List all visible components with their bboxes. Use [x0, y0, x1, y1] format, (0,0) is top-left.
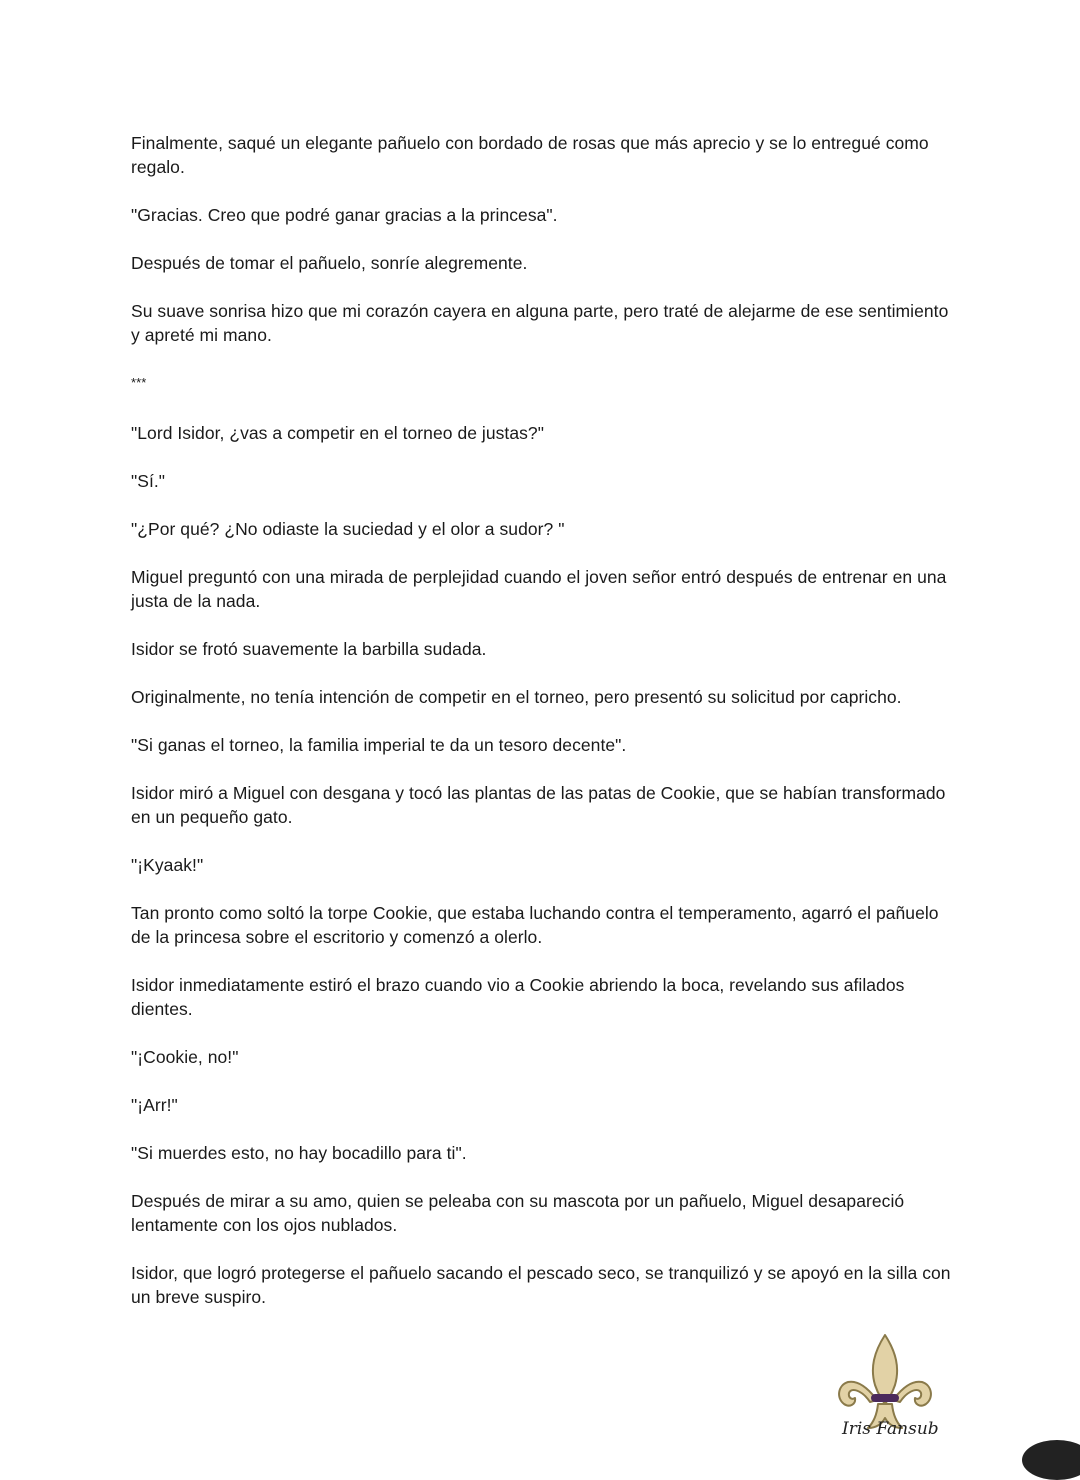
- paragraph: "Gracias. Creo que podré ganar gracias a la princesa".: [131, 205, 558, 225]
- paragraph: "¿Por qué? ¿No odiaste la suciedad y el olor a sudor? ": [131, 519, 565, 539]
- band: [871, 1394, 899, 1402]
- paragraph: Tan pronto como soltó la torpe Cookie, que estaba luchando contra el temperamento, agarró el pañuelo de la princesa sobre el escritorio y comenzó a olerlo.: [131, 903, 939, 947]
- document-body: [131, 131, 951, 1333]
- paragraph: Finalmente, saqué un elegante pañuelo con bordado de rosas que más aprecio y se lo entregué como regalo.: [131, 133, 929, 177]
- corner-scroll-shadow: [1022, 1440, 1080, 1480]
- paragraph: Isidor se frotó suavemente la barbilla sudada.: [131, 639, 487, 659]
- paragraph: "Si muerdes esto, no hay bocadillo para ti".: [131, 1143, 467, 1163]
- paragraph: "¡Cookie, no!": [131, 1047, 239, 1067]
- paragraph: Isidor inmediatamente estiró el brazo cuando vio a Cookie abriendo la boca, revelando sus afilados dientes.: [131, 975, 905, 1019]
- paragraph: "Si ganas el torneo, la familia imperial te da un tesoro decente".: [131, 735, 627, 755]
- paragraph: Miguel preguntó con una mirada de perplejidad cuando el joven señor entró después de entrenar en una justa de la nada.: [131, 567, 947, 611]
- paragraph: Isidor, que logró protegerse el pañuelo sacando el pescado seco, se tranquilizó y se apoyó en la silla con un breve suspiro.: [131, 1263, 951, 1307]
- paragraph: "Lord Isidor, ¿vas a competir en el torneo de justas?": [131, 423, 544, 443]
- paragraph: "Sí.": [131, 471, 166, 491]
- paragraph: Isidor miró a Miguel con desgana y tocó las plantas de las patas de Cookie, que se habían transformado en un pequeño gato.: [131, 783, 946, 827]
- paragraph: "¡Kyaak!": [131, 855, 204, 875]
- paragraph: Después de mirar a su amo, quien se peleaba con su mascota por un pañuelo, Miguel desapareció lentamente con los ojos nublados.: [131, 1191, 905, 1235]
- paragraph: Originalmente, no tenía intención de competir en el torneo, pero presentó su solicitud por capricho.: [131, 687, 902, 707]
- paragraph: Después de tomar el pañuelo, sonríe alegremente.: [131, 253, 528, 273]
- section-separator: ***: [131, 375, 147, 390]
- paragraph: "¡Arr!": [131, 1095, 178, 1115]
- paragraph: Su suave sonrisa hizo que mi corazón cayera en alguna parte, pero traté de alejarme de ese sentimiento y apreté mi mano.: [131, 301, 949, 345]
- logo-text: Iris Fansub: [842, 1419, 939, 1439]
